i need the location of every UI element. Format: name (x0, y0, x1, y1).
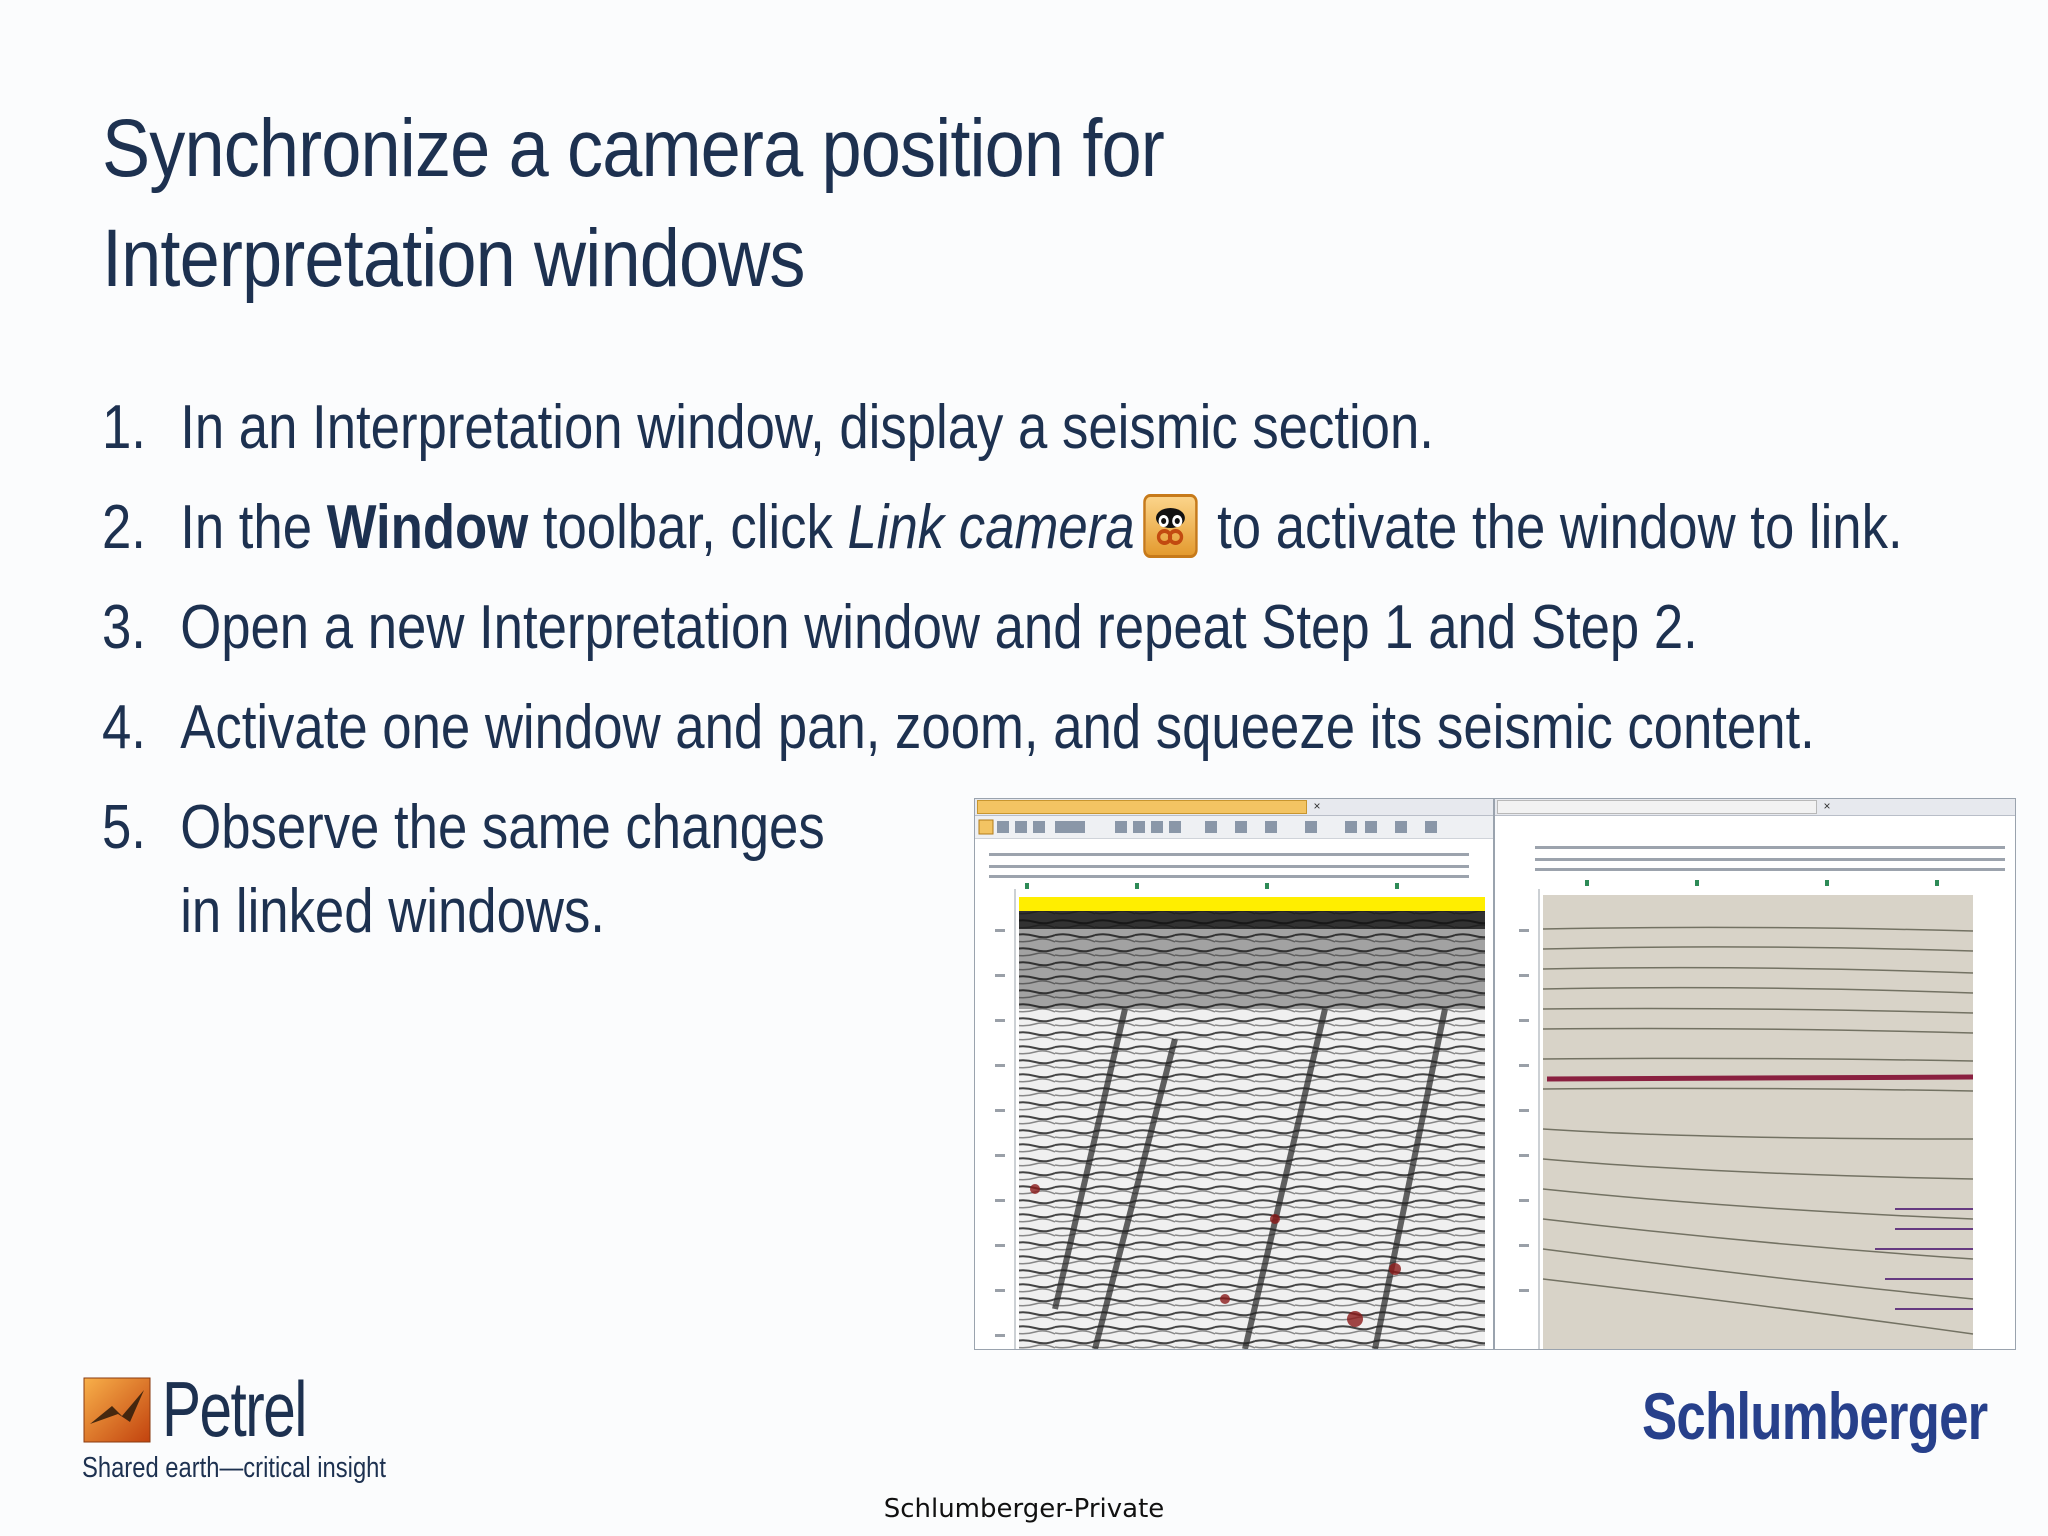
step-number: 5. (102, 793, 146, 862)
step-text-post: to activate the window to link. (1202, 493, 1903, 562)
step-number: 4. (102, 693, 146, 762)
title-line-1: Synchronize a camera position for (102, 103, 1164, 194)
window-title-bar (975, 799, 1493, 816)
window-title-bar (1495, 799, 2015, 816)
window-tab-inactive (1497, 800, 1817, 814)
classification-label: Schlumberger-Private (883, 1494, 1165, 1524)
step-2 (102, 478, 2048, 578)
close-icon: × (1313, 799, 1321, 813)
step-text-mid: toolbar, click (528, 493, 848, 562)
linked-window-left (974, 798, 1494, 1350)
step-number: 1. (102, 393, 146, 462)
link-camera-icon (1143, 494, 1197, 558)
window-toolbar-name: Window (326, 493, 529, 562)
step-text-line-2: in linked windows. (180, 877, 605, 946)
window-tab-active (977, 800, 1307, 814)
link-camera-label: Link camera (847, 493, 1135, 562)
step-text: Open a new Interpretation window and repeat Step 1 and Step 2. (180, 593, 1698, 662)
title-line-2: Interpretation windows (102, 213, 805, 304)
step-4 (102, 678, 2048, 778)
petrel-bird-icon (82, 1376, 154, 1446)
petrel-tagline: Shared earth—critical insight (82, 1452, 387, 1484)
linked-window-right (1494, 798, 2016, 1350)
step-3 (102, 578, 2048, 678)
step-text-pre: In the (180, 493, 327, 562)
seismic-plot-color (1495, 889, 2016, 1350)
step-1 (102, 378, 2048, 478)
inline-crossline-header (975, 839, 1493, 892)
seismic-plot-grayscale (975, 889, 1494, 1350)
toolbar-icons (975, 816, 1494, 838)
inline-crossline-header (1495, 816, 2015, 891)
window-toolbar (975, 816, 1493, 839)
slide-title (102, 94, 1334, 314)
step-text-line-1: Observe the same changes (180, 793, 825, 862)
step-text: Activate one window and pan, zoom, and squeeze its seismic content. (180, 693, 1815, 762)
petrel-wordmark: Petrel (162, 1365, 306, 1453)
step-text: In an Interpretation window, display a seismic section. (180, 393, 1434, 462)
schlumberger-logo: Schlumberger (1642, 1379, 1988, 1453)
step-number: 2. (102, 493, 146, 562)
step-number: 3. (102, 593, 146, 662)
petrel-logo (80, 1365, 420, 1490)
close-icon: × (1823, 799, 1831, 813)
